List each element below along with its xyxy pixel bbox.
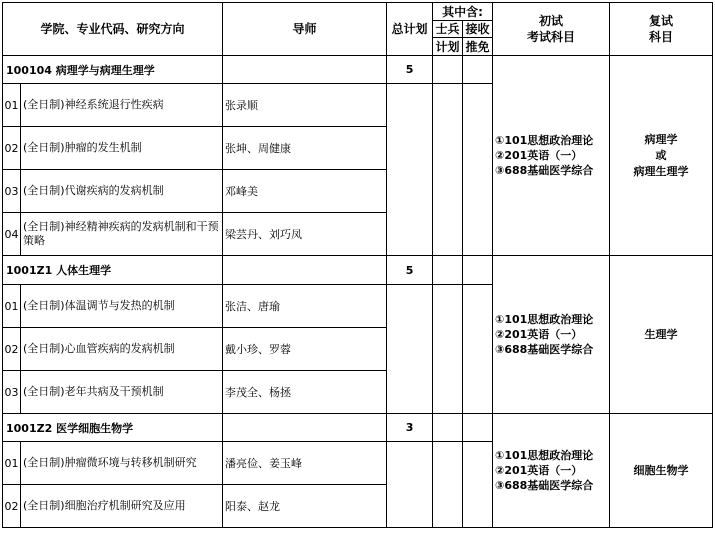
header-soldier-line1: 士兵	[433, 21, 463, 38]
major-tutor-empty	[223, 56, 387, 84]
direction-index: 02	[3, 485, 21, 528]
exam-subject: ②201英语（一）	[495, 149, 583, 162]
retest-subject: 病理生理学	[633, 164, 689, 178]
direction-soldier-empty	[433, 442, 463, 528]
major-soldier	[433, 56, 463, 84]
direction-name: (全日制)肿瘤的发生机制	[21, 127, 223, 170]
major-tutor-empty	[223, 256, 387, 285]
major-recommend	[463, 56, 493, 84]
major-recommend	[463, 256, 493, 285]
initial-exam-subjects	[493, 414, 610, 528]
direction-soldier-empty	[433, 285, 463, 414]
retest-subjects	[610, 256, 713, 414]
exam-subject: ②201英语（一）	[495, 328, 583, 341]
direction-index: 03	[3, 371, 21, 414]
direction-total-empty	[387, 442, 433, 528]
header-total: 总计划	[387, 3, 433, 56]
retest-subject: 或	[655, 148, 667, 162]
direction-total-empty	[387, 84, 433, 256]
direction-name: (全日制)细胞治疗机制研究及应用	[21, 485, 223, 528]
direction-index: 01	[3, 442, 21, 485]
retest-subject: 细胞生物学	[633, 463, 689, 477]
retest-subject: 生理学	[644, 327, 678, 341]
retest-subject: 病理学	[644, 132, 678, 146]
direction-recommend-empty	[463, 84, 493, 256]
direction-tutor: 潘亮俭、姜玉峰	[223, 442, 387, 485]
direction-tutor: 李茂全、杨拯	[223, 371, 387, 414]
major-recommend	[463, 414, 493, 442]
exam-subject: ③688基础医学综合	[495, 479, 594, 492]
header-school: 学院、专业代码、研究方向	[3, 3, 223, 56]
major-soldier	[433, 256, 463, 285]
major-total: 3	[387, 414, 433, 442]
enrollment-table	[2, 2, 713, 528]
direction-tutor: 阳泰、赵龙	[223, 485, 387, 528]
direction-tutor: 张坤、周健康	[223, 127, 387, 170]
direction-index: 01	[3, 285, 21, 328]
header-retest-line1: 复试	[649, 14, 674, 28]
direction-name: (全日制)神经精神疾病的发病机制和干预策略	[21, 213, 223, 256]
direction-soldier-empty	[433, 84, 463, 256]
major-code-name: 1001Z2 医学细胞生物学	[3, 414, 223, 442]
header-soldier-line2: 计划	[433, 38, 463, 56]
major-total: 5	[387, 256, 433, 285]
exam-subject: ③688基础医学综合	[495, 164, 594, 177]
retest-subjects	[610, 56, 713, 256]
direction-index: 02	[3, 127, 21, 170]
major-tutor-empty	[223, 414, 387, 442]
header-tutor: 导师	[223, 3, 387, 56]
direction-recommend-empty	[463, 442, 493, 528]
major-code-name: 1001Z1 人体生理学	[3, 256, 223, 285]
direction-index: 03	[3, 170, 21, 213]
exam-subject: ①101思想政治理论	[495, 449, 594, 462]
direction-recommend-empty	[463, 285, 493, 414]
direction-tutor: 张录顺	[223, 84, 387, 127]
header-including: 其中含:	[433, 3, 493, 21]
header-initial-line1: 初试	[539, 14, 564, 28]
header-initial-exam	[493, 3, 610, 56]
major-soldier	[433, 414, 463, 442]
direction-name: (全日制)肿瘤微环境与转移机制研究	[21, 442, 223, 485]
header-recommend-line2: 推免	[463, 38, 493, 56]
direction-name: (全日制)代谢疾病的发病机制	[21, 170, 223, 213]
direction-index: 04	[3, 213, 21, 256]
direction-name: (全日制)老年共病及干预机制	[21, 371, 223, 414]
direction-tutor: 张洁、唐瑜	[223, 285, 387, 328]
direction-tutor: 戴小珍、罗蓉	[223, 328, 387, 371]
exam-subject: ①101思想政治理论	[495, 313, 594, 326]
direction-total-empty	[387, 285, 433, 414]
direction-tutor: 邓峰美	[223, 170, 387, 213]
initial-exam-subjects	[493, 256, 610, 414]
retest-subjects	[610, 414, 713, 528]
direction-tutor: 梁芸丹、刘巧凤	[223, 213, 387, 256]
initial-exam-subjects	[493, 56, 610, 256]
major-total: 5	[387, 56, 433, 84]
header-initial-line2: 考试科目	[527, 30, 576, 44]
exam-subject: ③688基础医学综合	[495, 343, 594, 356]
header-retest-line2: 科目	[649, 30, 674, 44]
header-recommend-line1: 接收	[463, 21, 493, 38]
exam-subject: ①101思想政治理论	[495, 134, 594, 147]
direction-index: 01	[3, 84, 21, 127]
exam-subject: ②201英语（一）	[495, 464, 583, 477]
major-code-name: 100104 病理学与病理生理学	[3, 56, 223, 84]
direction-name: (全日制)心血管疾病的发病机制	[21, 328, 223, 371]
header-retest	[610, 3, 713, 56]
direction-index: 02	[3, 328, 21, 371]
direction-name: (全日制)神经系统退行性疾病	[21, 84, 223, 127]
direction-name: (全日制)体温调节与发热的机制	[21, 285, 223, 328]
